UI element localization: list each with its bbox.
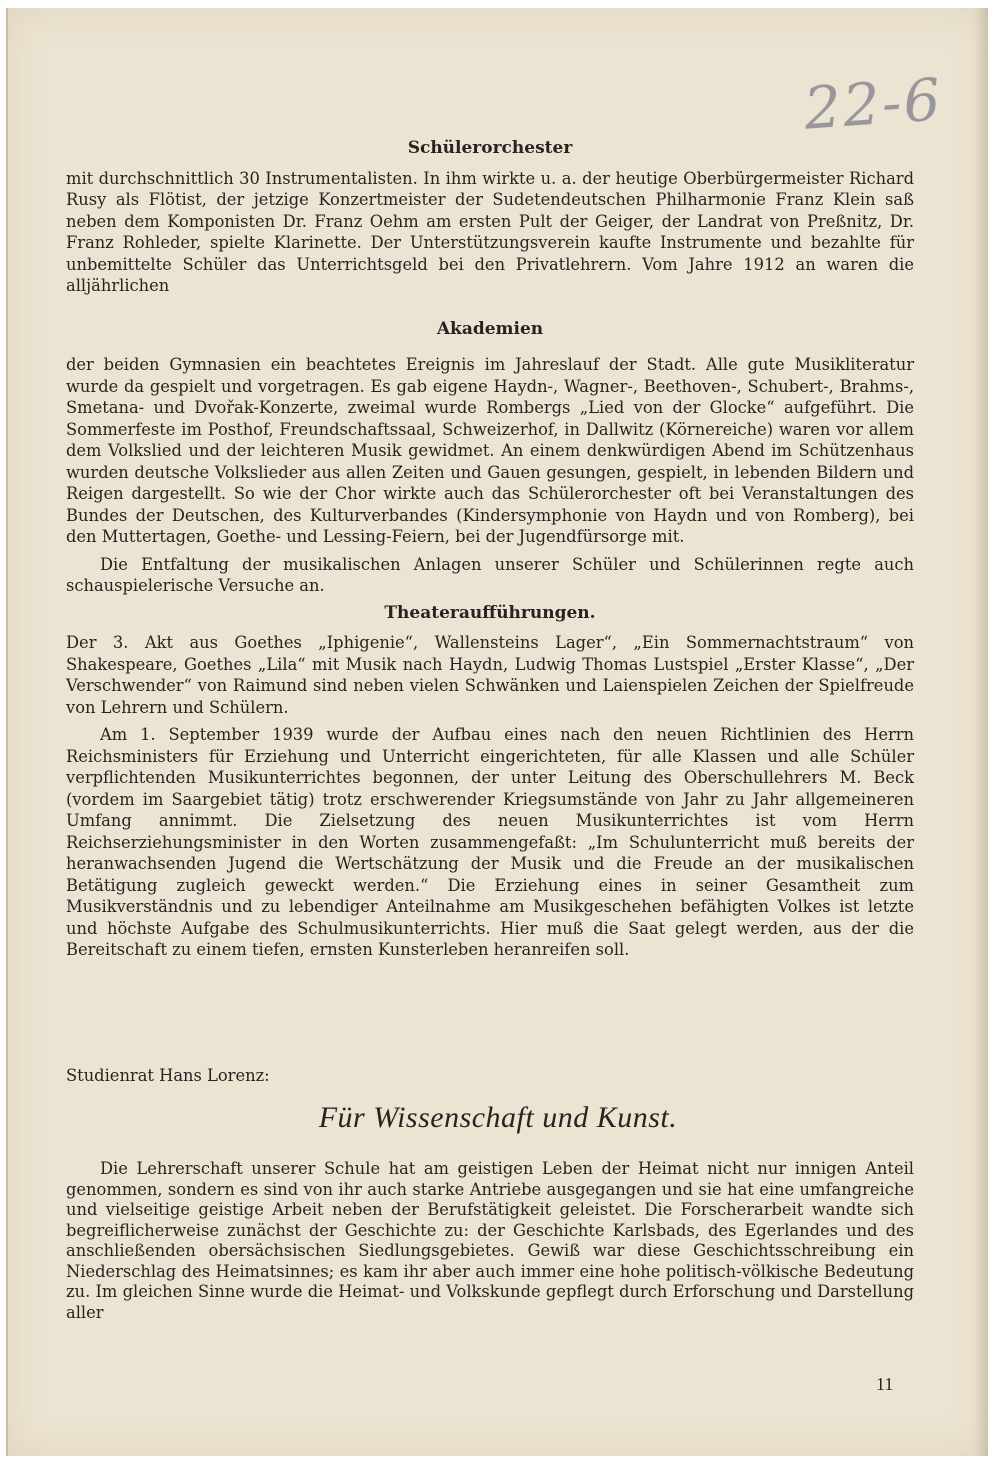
document-page <box>6 8 988 1456</box>
paragraph-akademien: der beiden Gymnasien ein beachtetes Ereignis im Jahreslauf der Stadt. Alle gute Musikliteratur wurde da gespielt und vorgetragen. Es gab eigene Haydn-, Wagner-, Beethoven-, Schubert-, Brahms-, Smetana- und Dvořak-Konzerte, zweimal wurde Rombergs „Lied von der Glocke“ aufgeführt. Die Sommerfeste im Posthof, Freundschaftssaal, Schweizerhof, in Dallwitz (Körnereiche) waren vor allem dem Volkslied und der leichteren Musik gewidmet. An einem denkwürdigen Abend im Schützenhaus wurden deutsche Volkslieder aus allen Zeiten und Gauen gesungen, gespielt, in lebenden Bildern und Reigen dargestellt. So wie der Chor wirkte auch das Schülerorchester oft bei Veranstaltungen des Bundes der Deutschen, des Kulturverbandes (Kindersymphonie von Haydn und von Romberg), bei den Muttertagen, Goethe- und Lessing-Feiern, bei der Jugendfürsorge mit. <box>66 355 914 546</box>
paragraph-lehrerschaft: Die Lehrerschaft unserer Schule hat am geistigen Leben der Heimat nicht nur innigen Anteil genommen, sondern es sind von ihr auch starke Antriebe ausgegangen und sie hat eine umfangreiche und vielseitige geistige Arbeit neben der Berufstätigkeit geleistet. Die Forscherarbeit wandte sich begreiflicherweise zunächst der Geschichte zu: der Geschichte Karlsbads, des Egerlandes und des anschließenden obersächsischen Siedlungsgebietes. Gewiß war diese Geschichtsschreibung ein Niederschlag des Heimatsinnes; es kam ihr aber auch immer eine hohe politisch-völkische Bedeutung zu. Im gleichen Sinne wurde die Heimat- und Volkskunde gepflegt durch Erforschung und Darstellung aller <box>66 1159 914 1322</box>
article-text <box>66 1159 914 1323</box>
author-line: Studienrat Hans Lorenz: <box>66 1066 270 1085</box>
paragraph-theater: Der 3. Akt aus Goethes „Iphigenie“, Wallensteins Lager“, „Ein Sommernachtstraum“ von Shakespeare, Goethes „Lila“ mit Musik nach Haydn, Ludwig Thomas Lustspiel „Erster Klasse“, „Der Verschwender“ von Raimund sind neben vielen Schwänken und Laienspielen Zeichen der Spielfreude von Lehrern und Schülern. <box>66 633 914 717</box>
handwritten-annotation: 22-6 <box>801 65 945 143</box>
paragraph-entfaltung: Die Entfaltung der musikalischen Anlagen unserer Schüler und Schülerinnen regte auch schauspielerische Versuche an. <box>66 554 914 595</box>
article-title: Für Wissenschaft und Kunst. <box>318 1101 678 1134</box>
main-text <box>66 138 914 961</box>
paragraph-orchestra: mit durchschnittlich 30 Instrumentalisten. In ihm wirkte u. a. der heutige Oberbürgermeister Richard Rusy als Flötist, der jetzige Konzertmeister der Sudetendeutschen Philharmonie Franz Klein saß neben dem Komponisten Dr. Franz Oehm am ersten Pult der Geiger, der Landrat von Preßnitz, Dr. Franz Rohleder, spielte Klarinette. Der Unterstützungsverein kaufte Instrumente und bezahlte für unbemittelte Schüler das Unterrichtsgeld bei den Privatlehrern. Vom Jahre 1912 an waren die alljährlichen <box>66 168 914 295</box>
paragraph-musikunterricht: Am 1. September 1939 wurde der Aufbau eines nach den neuen Richtlinien des Herrn Reichsministers für Erziehung und Unterricht eingerichteten, für alle Klassen und alle Schüler verpflichtenden Musikunterrichtes begonnen, der unter Leitung des Oberschullehrers M. Beck (vordem im Saargebiet tätig) trotz erschwerender Kriegsumstände von Jahr zu Jahr allgemeineren Umfang annimmt. Die Zielsetzung des neuen Musikunterrichtes ist vom Herrn Reichserziehungsminister in den Worten zusammengefaßt: „Im Schulunterricht muß bereits der heranwachsenden Jugend die Wertschätzung der Musik und die Freude an der musikalischen Betätigung zugleich geweckt werden.“ Die Erziehung eines in seiner Gesamtheit zum Musikverständnis und zu lebendiger Anteilnahme am Musikgeschehen befähigten Volkes ist letzte und höchste Aufgabe des Schulmusikunterrichts. Hier muß die Saat gelegt werden, aus der die Bereitschaft zu einem tiefen, ernsten Kunsterleben heranreifen soll. <box>66 725 914 959</box>
heading-akademien: Akademien <box>436 318 544 339</box>
heading-schuelerorchester: Schülerorchester <box>407 138 573 158</box>
heading-theater: Theateraufführungen. <box>384 602 596 623</box>
page-number: 11 <box>876 1374 894 1394</box>
